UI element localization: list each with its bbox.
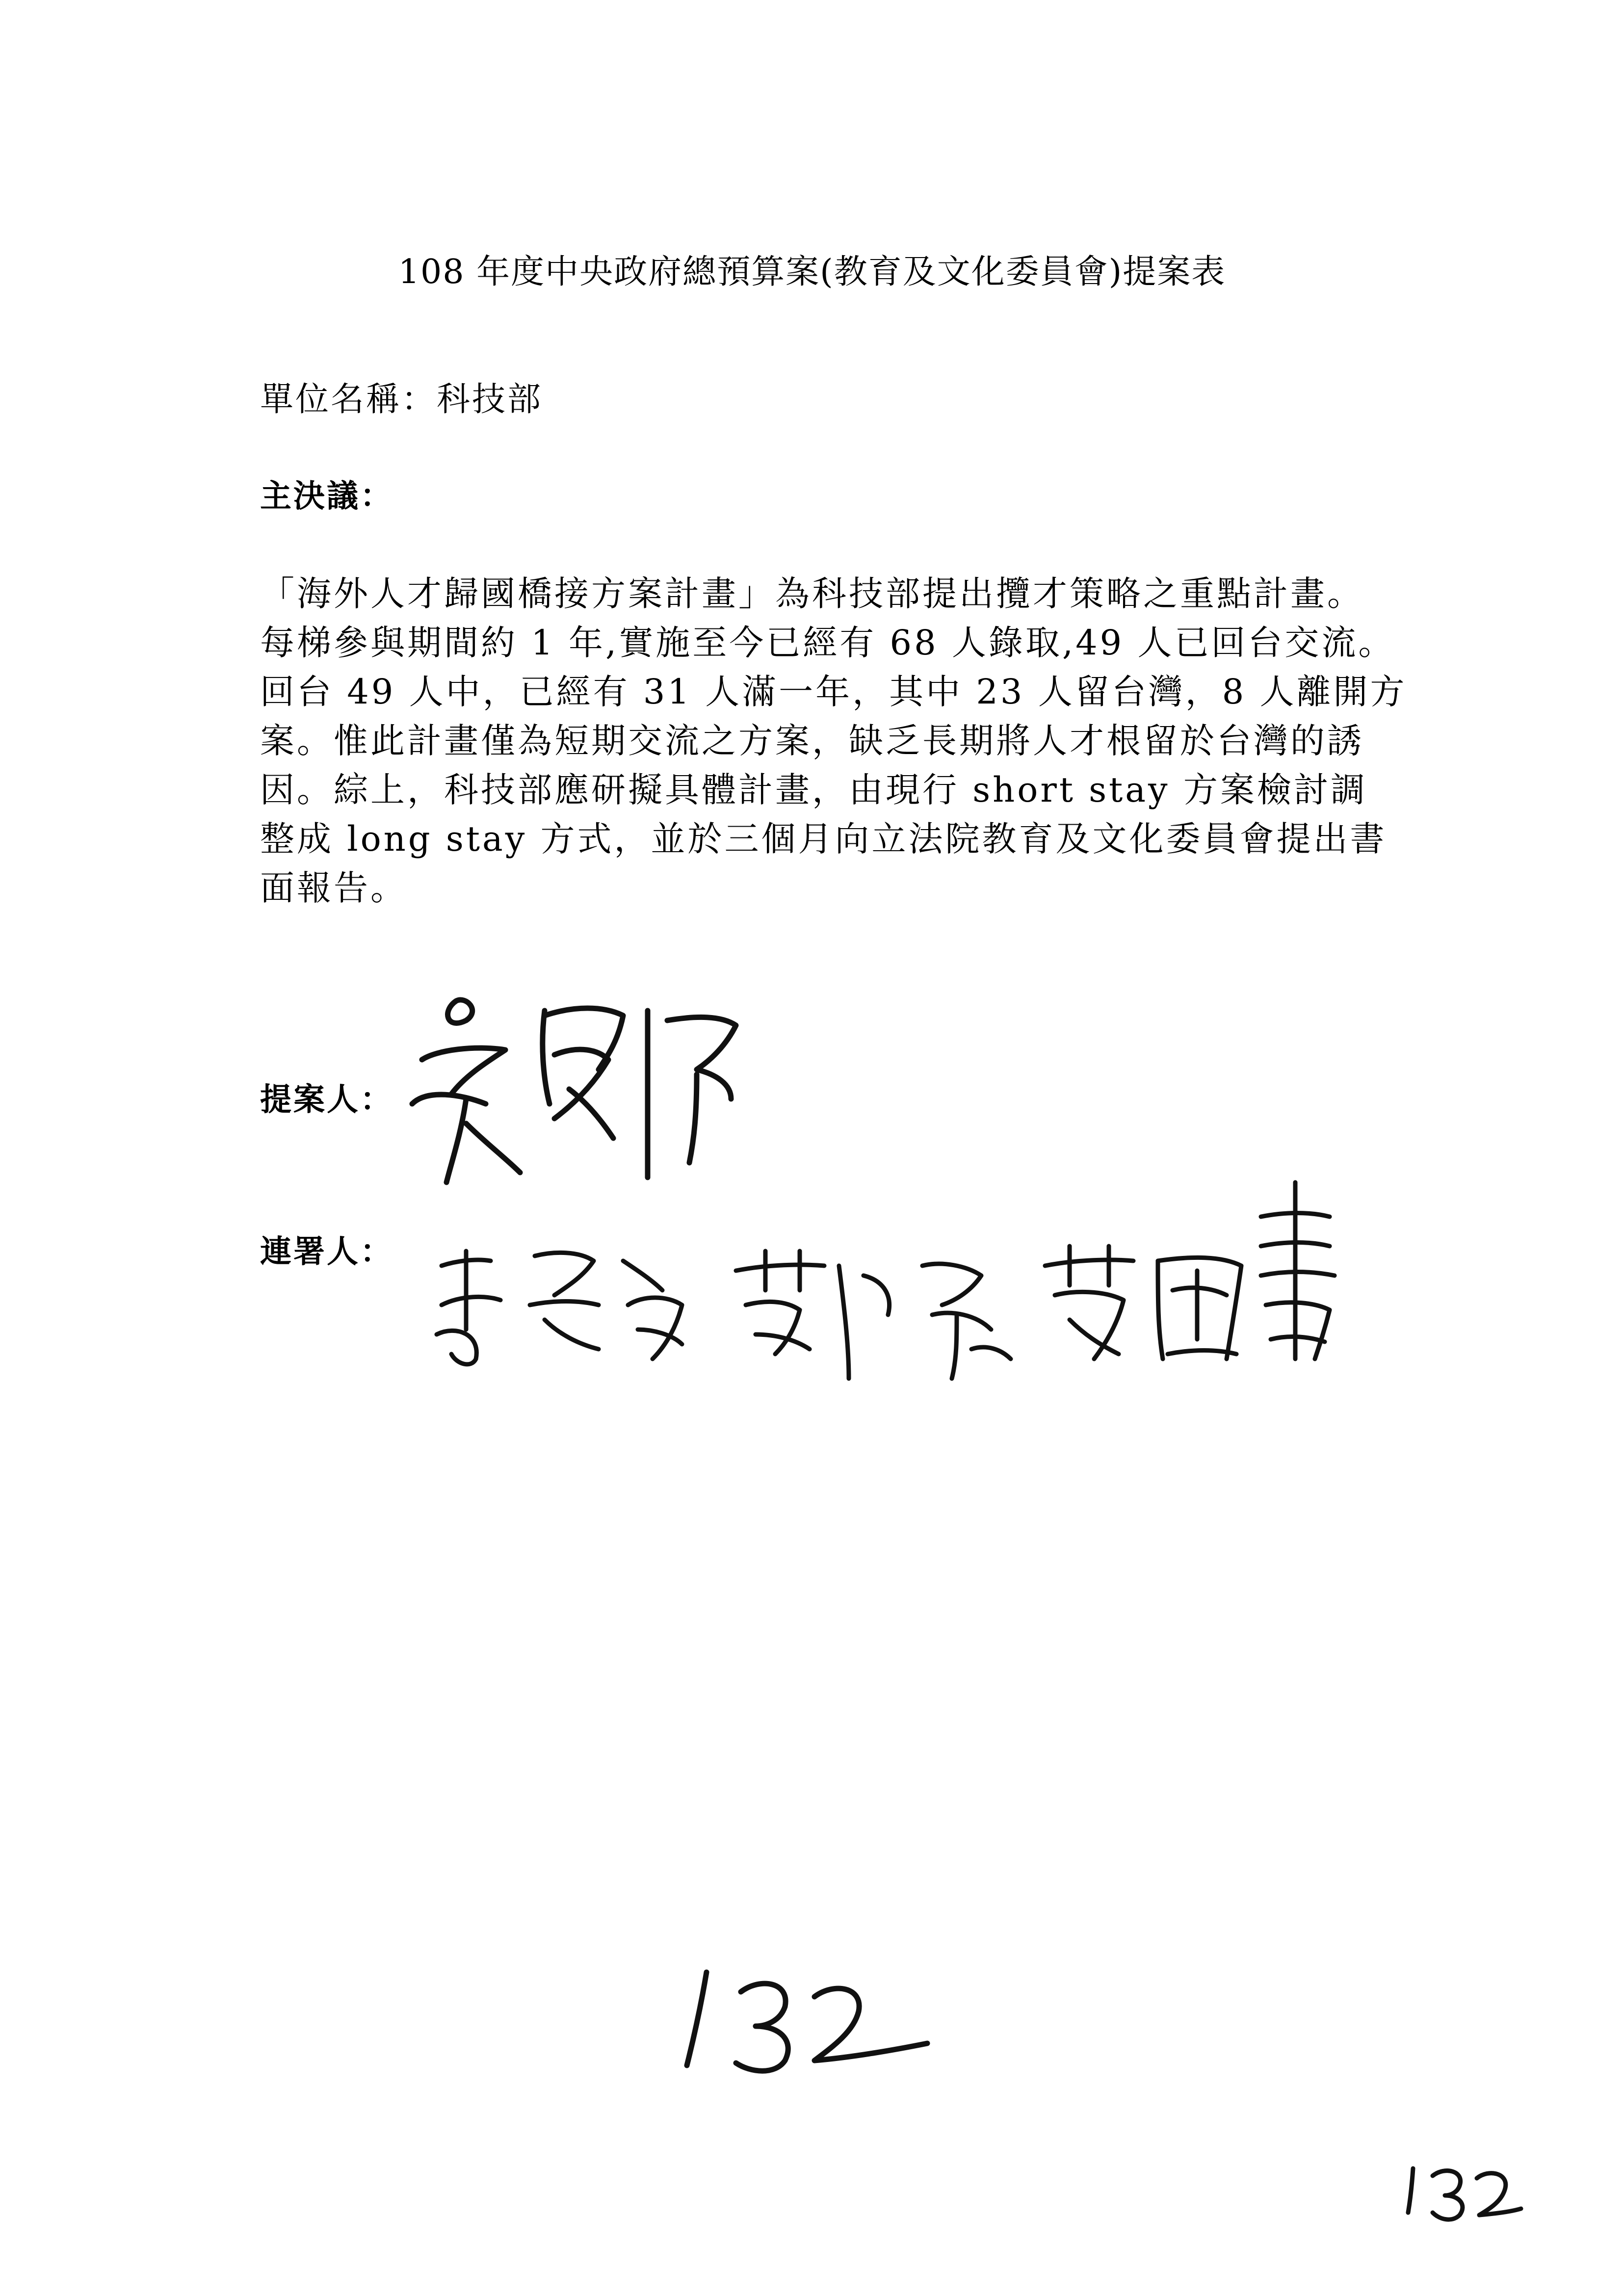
proposer-signature bbox=[393, 976, 814, 1192]
unit-value: 科技部 bbox=[437, 380, 543, 419]
corner-page-number bbox=[1398, 2149, 1526, 2227]
cosigner-signature bbox=[422, 1236, 697, 1374]
unit-row bbox=[260, 373, 543, 420]
body-line: 案。惟此計畫僅為短期交流之方案，缺乏長期將人才根留於台灣的誘 bbox=[260, 721, 1364, 761]
cosigner-signature bbox=[1035, 1173, 1349, 1379]
body-line: 因。綜上，科技部應研擬具體計畫，由現行 short stay 方案檢討調 bbox=[260, 770, 1367, 810]
body-line: 「海外人才歸國橋接方案計畫」為科技部提出攬才策略之重點計畫。 bbox=[260, 574, 1364, 614]
cosigner-signature bbox=[726, 1236, 1021, 1393]
unit-label: 單位名稱： bbox=[260, 380, 437, 419]
body-line: 回台 49 人中，已經有 31 人滿一年，其中 23 人留台灣，8 人離開方 bbox=[260, 672, 1407, 712]
body-line: 整成 long stay 方式，並於三個月向立法院教育及文化委員會提出書 bbox=[260, 819, 1387, 859]
proposer-label: 提案人： bbox=[260, 1082, 393, 1118]
resolution-body bbox=[260, 569, 1407, 913]
body-line: 每梯參與期間約 1 年,實施至今已經有 68 人錄取,49 人已回台交流。 bbox=[260, 623, 1395, 663]
document-title: 108 年度中央政府總預算案(教育及文化委員會)提案表 bbox=[398, 253, 1226, 291]
resolution-heading: 主決議： bbox=[260, 478, 393, 515]
cosigner-label: 連署人： bbox=[260, 1234, 393, 1270]
handwritten-page-number bbox=[667, 1953, 942, 2080]
body-line: 面報告。 bbox=[260, 868, 407, 908]
